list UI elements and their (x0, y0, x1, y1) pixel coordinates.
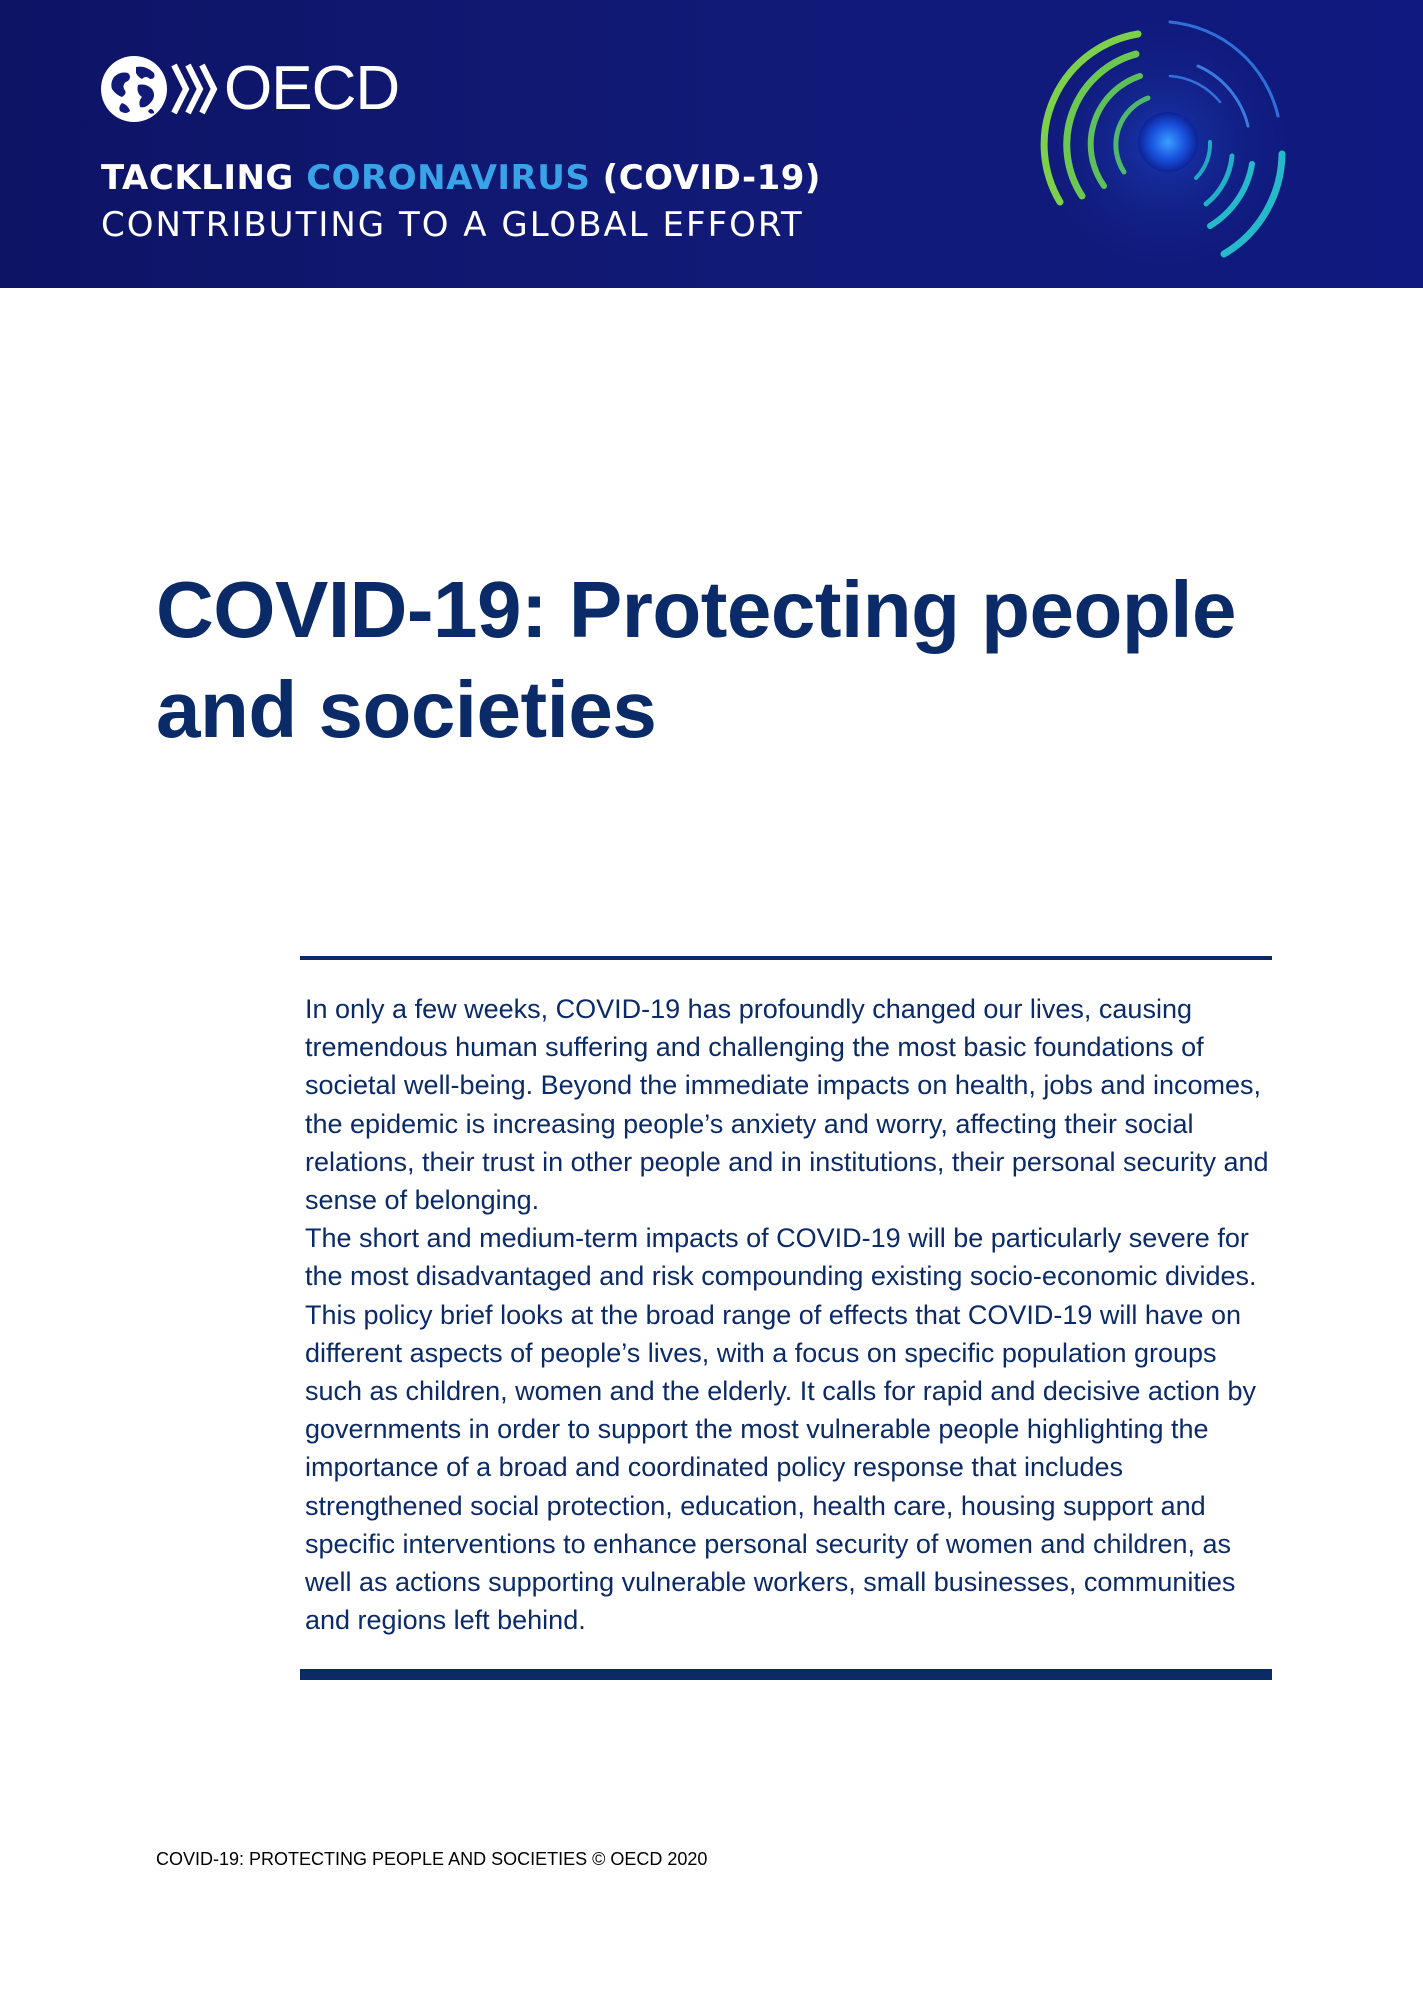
tagline-primary (101, 158, 821, 198)
abstract-paragraph: In only a few weeks, COVID-19 has profoundly changed our lives, causing tremendous human suffering and challenging the most basic foundations of societal well-being. Beyond the immediate impacts on health, jobs and incomes, the epidemic is increasing people’s anxiety and worry, affecting their social relations, their trust in other people and in institutions, their personal security and sense of belonging. (305, 994, 1269, 1216)
tagline-accent: CORONAVIRUS (306, 158, 591, 198)
header-banner (0, 0, 1423, 288)
tagline-secondary: CONTRIBUTING TO A GLOBAL EFFORT (101, 205, 804, 245)
oecd-logo (100, 54, 399, 124)
top-rule (300, 956, 1272, 960)
abstract (305, 990, 1277, 1639)
tagline-part2: (COVID-19) (590, 158, 821, 198)
document-title: COVID-19: Protecting people and societies (156, 565, 1236, 754)
page-footer: COVID-19: PROTECTING PEOPLE AND SOCIETIES © OECD 2020 (156, 1849, 708, 1869)
bottom-rule (300, 1669, 1272, 1680)
logo-wordmark: OECD (224, 54, 400, 123)
emblem-rings-icon (1020, 6, 1310, 286)
abstract-paragraph: The short and medium-term impacts of COVID-19 will be particularly severe for the most disadvantaged and risk compounding existing socio-economic divides. This policy brief looks at the broad range of effects that COVID-19 will have on different aspects of people’s lives, with a focus on specific population groups such as children, women and the elderly. It calls for rapid and decisive action by governments in order to support the most vulnerable people highlighting the importance of a broad and coordinated policy response that includes strengthened social protection, education, health care, housing support and specific interventions to enhance personal security of women and children, as well as actions supporting vulnerable workers, small businesses, communities and regions left behind. (305, 1223, 1257, 1636)
tagline-part1: TACKLING (101, 158, 307, 198)
chevrons-icon (170, 59, 222, 119)
globe-icon (100, 55, 168, 123)
